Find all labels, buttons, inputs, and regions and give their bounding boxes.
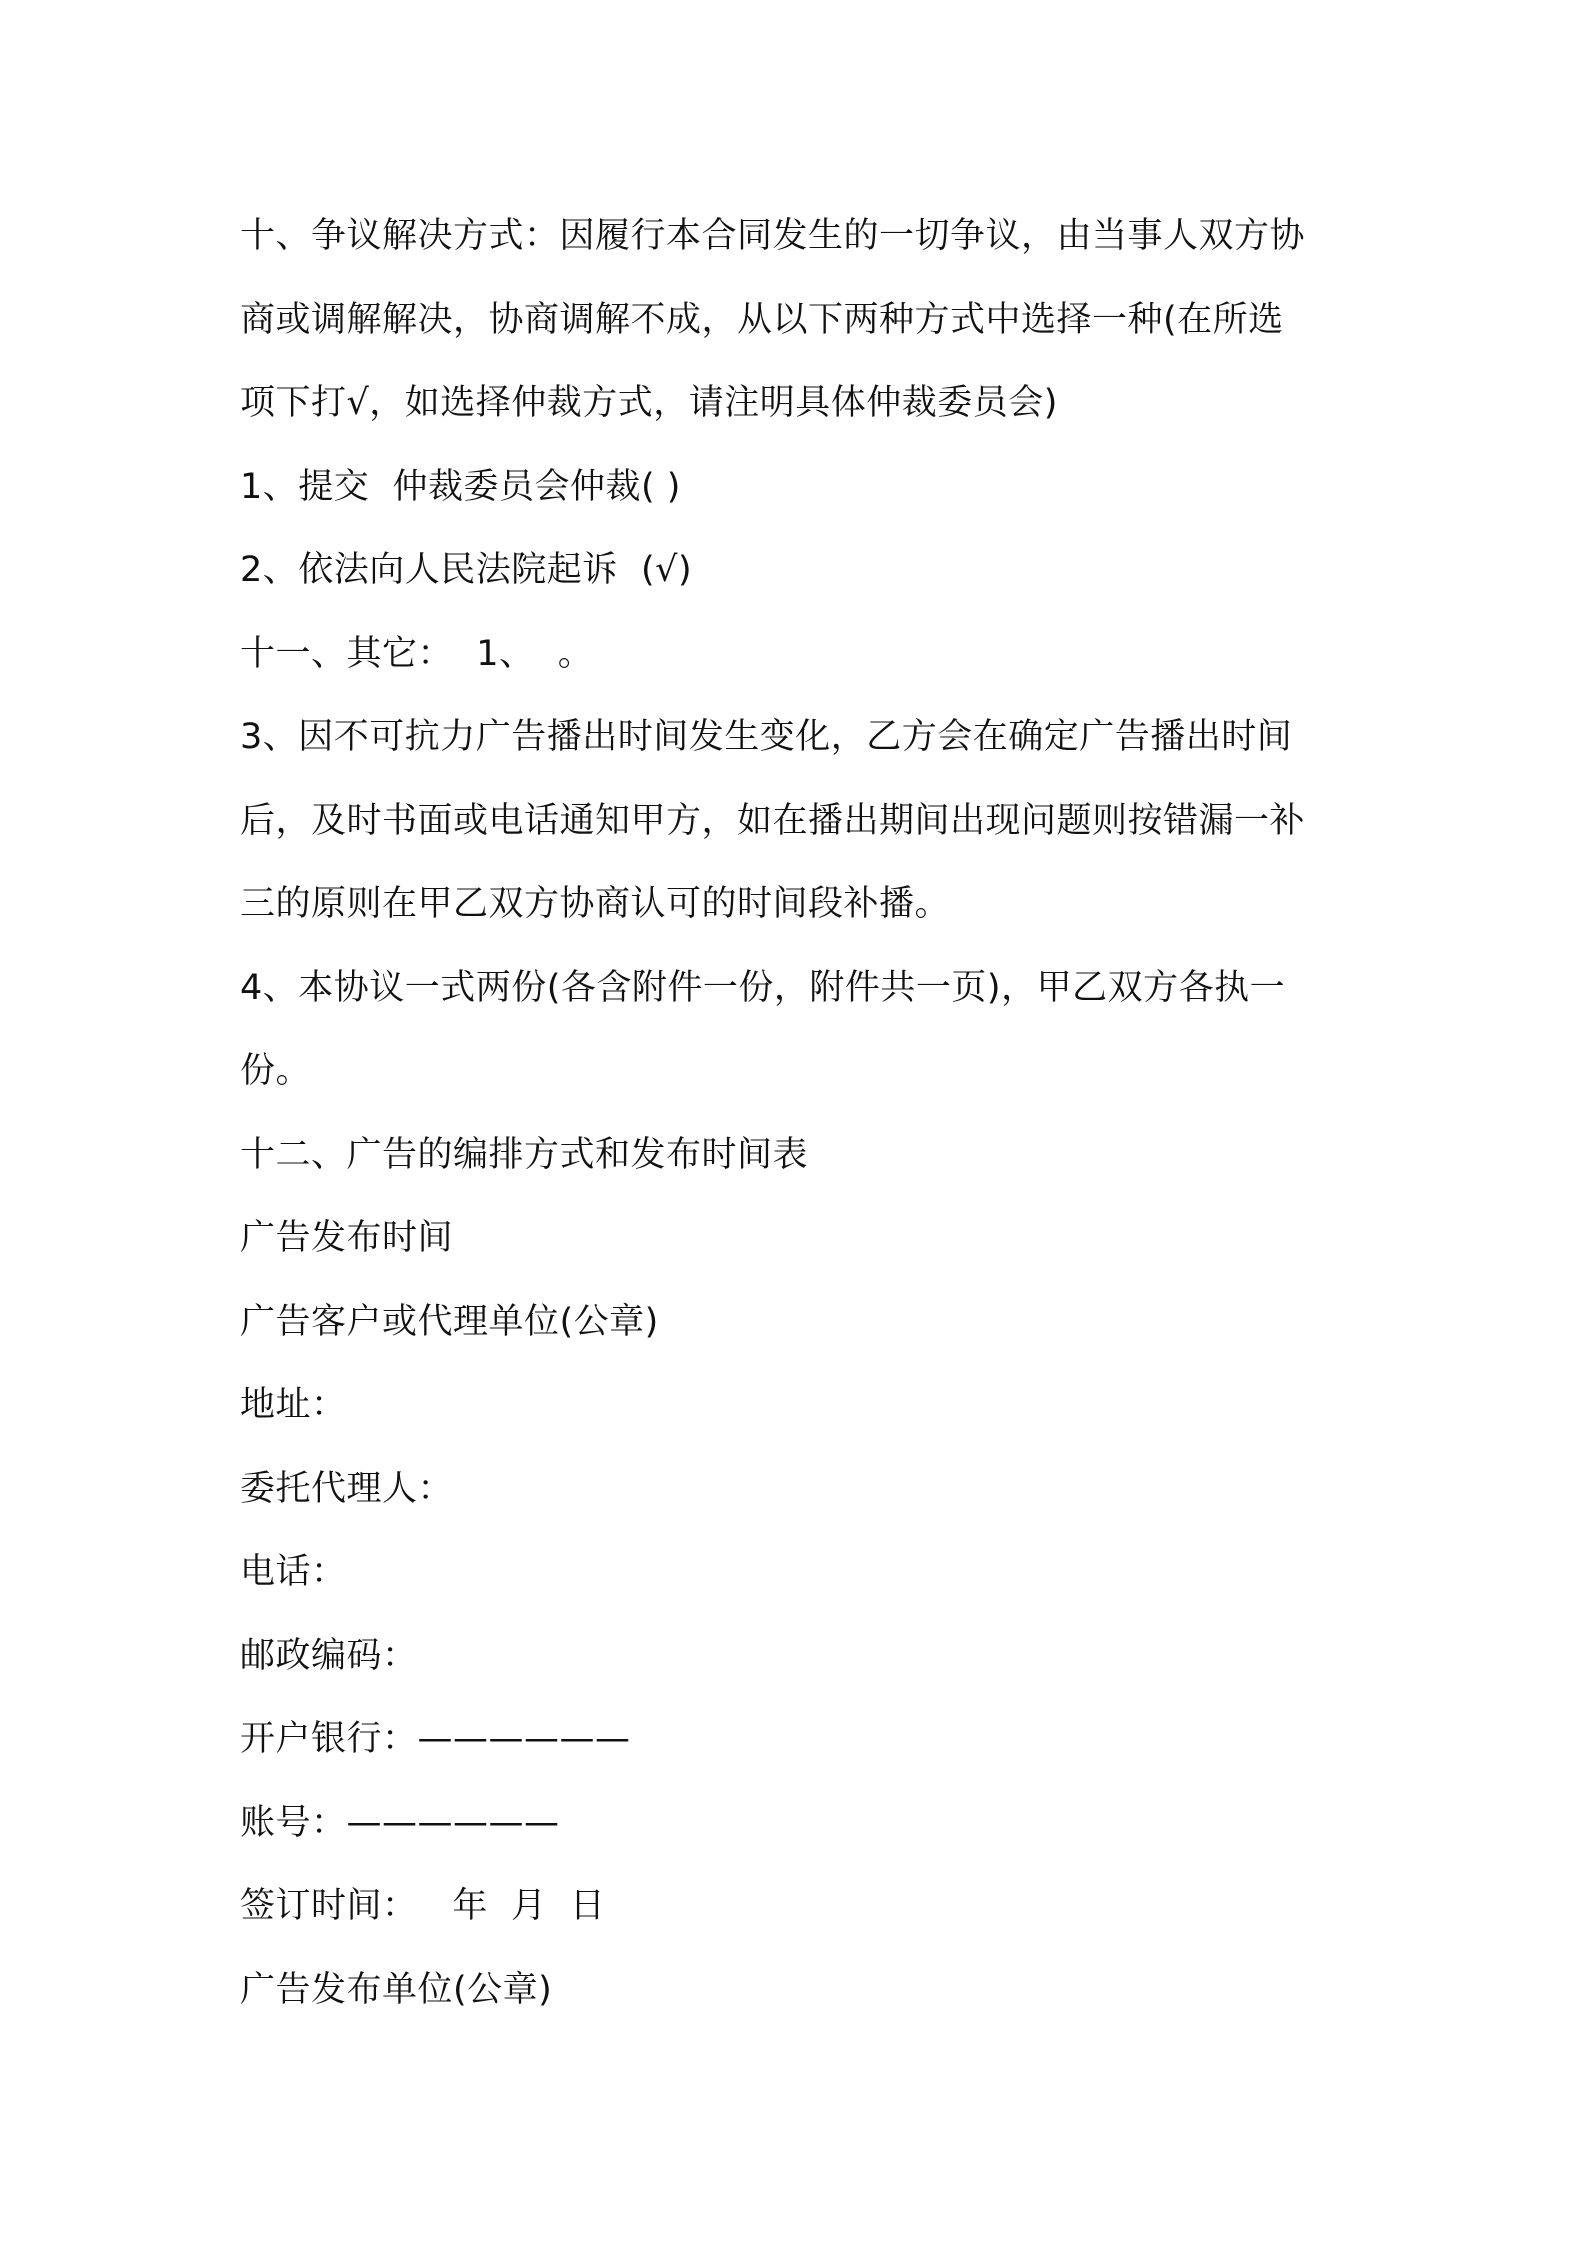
option-court: 2、依法向人民法院起诉 (√) (240, 550, 693, 590)
clause-11-item-3-line-1: 3、因不可抗力广告播出时间发生变化，乙方会在确定广告播出时间 (240, 717, 1293, 757)
clause-11-item-3-line-2: 后，及时书面或电话通知甲方，如在播出期间出现问题则按错漏一补 (240, 800, 1306, 841)
account-label: 账号：—————— (240, 1802, 560, 1843)
document-body (240, 195, 1360, 2032)
postal-code-label: 邮政编码： (240, 1635, 418, 1676)
clause-11-item-4-line-1: 4、本协议一式两份(各含附件一份，附件共一页)，甲乙双方各执一 (240, 967, 1286, 1008)
option-arbitration: 1、提交 仲裁委员会仲裁( ) (240, 466, 681, 507)
clause-11-item-3-line-3: 三的原则在甲乙双方协商认可的时间段补播。 (240, 884, 951, 924)
agent-label: 委托代理人： (240, 1468, 454, 1509)
clause-10-line-2: 商或调解解决，协商调解不成，从以下两种方式中选择一种(在所选 (240, 299, 1284, 340)
signing-date-label: 签订时间： 年 月 日 (240, 1886, 606, 1926)
address-label: 地址： (240, 1385, 347, 1425)
clause-10-line-3: 项下打√，如选择仲裁方式，请注明具体仲裁委员会) (240, 383, 1058, 423)
publisher-label: 广告发布单位(公章) (240, 1969, 553, 2010)
clause-11-item-4-line-2: 份。 (240, 1051, 312, 1091)
bank-label: 开户银行：—————— (240, 1719, 631, 1759)
phone-label: 电话： (240, 1552, 347, 1592)
clause-12-heading: 十二、广告的编排方式和发布时间表 (240, 1134, 809, 1175)
clause-11-heading: 十一、其它： 1、 。 (240, 633, 594, 674)
ad-client-label: 广告客户或代理单位(公章) (240, 1301, 659, 1342)
ad-publish-time-label: 广告发布时间 (240, 1218, 454, 1258)
clause-10-line-1: 十、争议解决方式：因履行本合同发生的一切争议，由当事人双方协 (240, 216, 1306, 256)
